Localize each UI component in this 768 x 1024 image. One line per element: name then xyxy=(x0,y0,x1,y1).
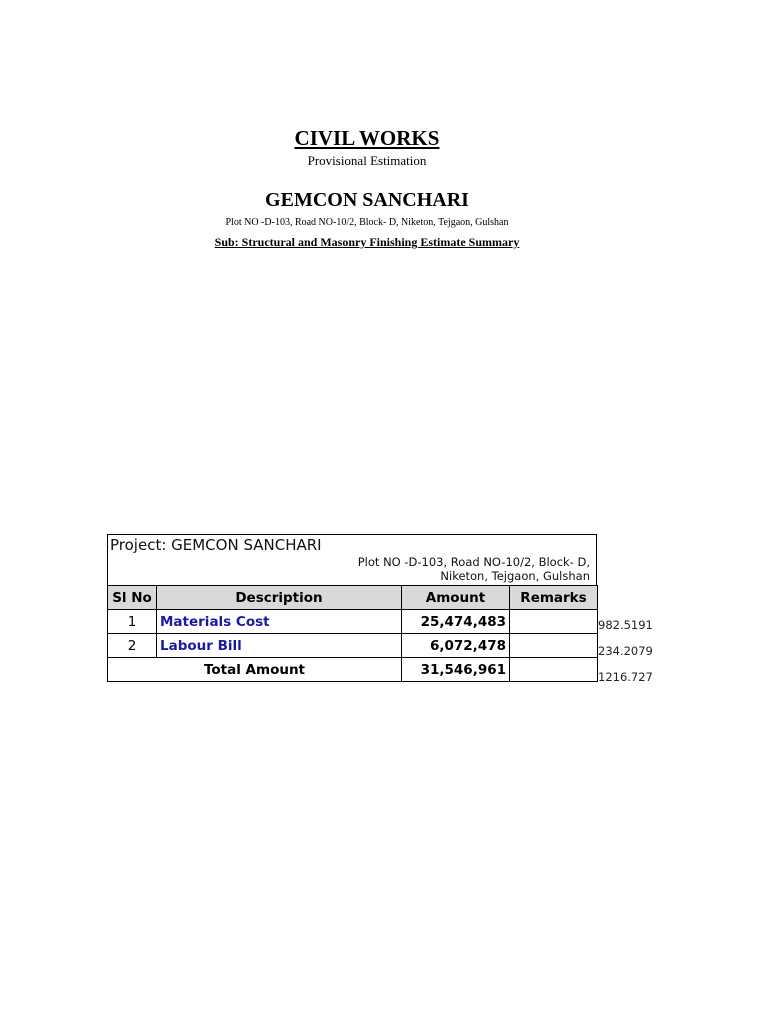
side-value: 234.2079 xyxy=(598,644,653,658)
total-label: Total Amount xyxy=(108,658,402,682)
sheet-address-line-1: Plot NO -D-103, Road NO-10/2, Block- D, xyxy=(357,555,590,569)
total-remarks xyxy=(510,658,598,682)
estimate-summary-sheet xyxy=(107,534,597,682)
column-header-description: Description xyxy=(157,586,402,610)
document-subject: Sub: Structural and Masonry Finishing Estimate Summary xyxy=(214,235,520,249)
table-header-row xyxy=(108,586,598,610)
column-header-sl-no: Sl No xyxy=(108,586,157,610)
document-title: CIVIL WORKS xyxy=(294,126,440,150)
estimate-table xyxy=(107,585,598,682)
column-header-amount: Amount xyxy=(402,586,510,610)
sheet-header xyxy=(107,534,597,585)
table-row xyxy=(108,634,598,658)
row-sl-no: 2 xyxy=(108,634,157,658)
row-sl-no: 1 xyxy=(108,610,157,634)
total-row xyxy=(108,658,598,682)
sheet-project-label: Project: GEMCON SANCHARI xyxy=(110,536,322,554)
side-values xyxy=(598,612,653,690)
side-value: 982.5191 xyxy=(598,618,653,632)
row-remarks xyxy=(510,610,598,634)
document-subtitle: Provisional Estimation xyxy=(307,153,427,168)
row-remarks xyxy=(510,634,598,658)
row-description-link[interactable]: Materials Cost xyxy=(157,610,402,634)
total-amount: 31,546,961 xyxy=(402,658,510,682)
side-value: 1216.727 xyxy=(598,670,653,684)
column-header-remarks: Remarks xyxy=(510,586,598,610)
row-amount: 25,474,483 xyxy=(402,610,510,634)
row-amount: 6,072,478 xyxy=(402,634,510,658)
sheet-address-line-2: Niketon, Tejgaon, Gulshan xyxy=(440,569,590,583)
sheet-address xyxy=(250,555,590,583)
row-description-link[interactable]: Labour Bill xyxy=(157,634,402,658)
project-address: Plot NO -D-103, Road NO-10/2, Block- D, Niketon, Tejgaon, Gulshan xyxy=(225,217,509,228)
table-row xyxy=(108,610,598,634)
project-name: GEMCON SANCHARI xyxy=(265,189,469,211)
